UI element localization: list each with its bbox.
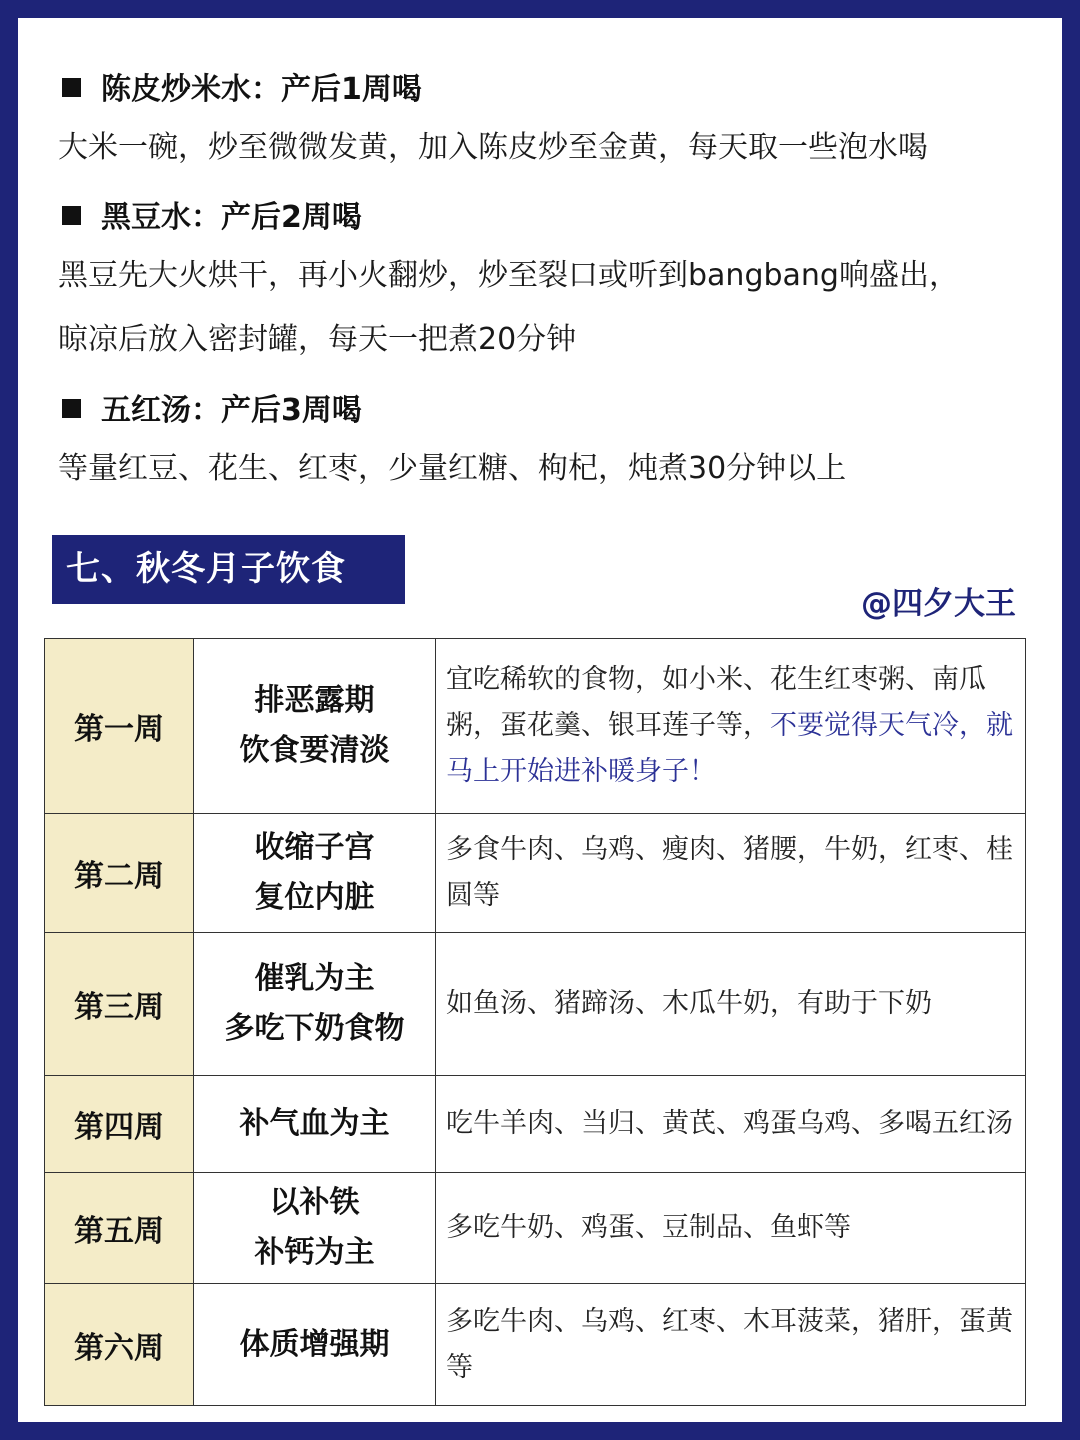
week-cell: 第四周 [45, 1076, 194, 1173]
recipe-line: 大米一碗，炒至微微发黄，加入陈皮炒至金黄，每天取一些泡水喝 [58, 130, 928, 165]
focus-cell [194, 639, 436, 814]
recipe-title-text: 黑豆水：产后2周喝 [101, 200, 362, 235]
recipe-line: 晾凉后放入密封罐，每天一把煮20分钟 [58, 322, 577, 357]
square-bullet-icon [62, 78, 81, 97]
recipe-title-text: 陈皮炒米水：产后1周喝 [101, 72, 422, 107]
week-cell: 第二周 [45, 814, 194, 933]
recipe-title-text: 五红汤：产后3周喝 [101, 393, 362, 428]
recipe-line: 等量红豆、花生、红枣，少量红糖、枸杞，炖煮30分钟以上 [58, 451, 847, 486]
focus-cell [194, 933, 436, 1076]
focus-line: 催乳为主 [254, 961, 375, 996]
focus-line: 收缩子宫 [254, 830, 375, 865]
focus-cell [194, 1076, 436, 1173]
desc-cell: 多吃牛肉、乌鸡、红枣、木耳菠菜，猪肝，蛋黄等 [436, 1284, 1026, 1406]
focus-line: 多吃下奶食物 [224, 1011, 405, 1046]
recipe-desc-2 [58, 244, 1048, 372]
table-row [45, 933, 1026, 1076]
focus-line: 体质增强期 [239, 1326, 390, 1362]
table-row [45, 814, 1026, 933]
recipe-title-1 [62, 64, 422, 108]
square-bullet-icon [62, 206, 81, 225]
table-row [45, 1076, 1026, 1173]
diet-table [44, 638, 1026, 1406]
focus-line: 排恶露期 [254, 683, 375, 718]
week-cell: 第三周 [45, 933, 194, 1076]
recipe-desc-3 [58, 437, 1048, 501]
recipe-title-3 [62, 385, 362, 429]
desc-text: 宜吃稀软的食物，如小米、花生红枣粥、南瓜粥，蛋花羹、银耳莲子等， [446, 664, 986, 741]
focus-line: 饮食要清淡 [239, 733, 390, 768]
desc-cell: 多吃牛奶、鸡蛋、豆制品、鱼虾等 [436, 1173, 1026, 1284]
focus-line: 以补铁 [269, 1185, 360, 1220]
author-handle: @四夕大王 [861, 586, 1016, 622]
table-row [45, 639, 1026, 814]
table-row [45, 1284, 1026, 1406]
recipe-desc-1 [58, 116, 1048, 180]
focus-line: 复位内脏 [254, 880, 375, 915]
desc-cell: 多食牛肉、乌鸡、瘦肉、猪腰，牛奶，红枣、桂圆等 [436, 814, 1026, 933]
section-header: 七、秋冬月子饮食 [52, 535, 405, 604]
square-bullet-icon [62, 399, 81, 418]
desc-highlight: 不要觉得天气冷，就马上开始进补暖身子！ [446, 710, 1013, 787]
week-cell: 第一周 [45, 639, 194, 814]
recipe-line: 黑豆先大火烘干，再小火翻炒，炒至裂口或听到bangbang响盛出， [58, 258, 959, 293]
desc-cell: 吃牛羊肉、当归、黄芪、鸡蛋乌鸡、多喝五红汤 [436, 1076, 1026, 1173]
table-row [45, 1173, 1026, 1284]
focus-cell [194, 814, 436, 933]
focus-cell [194, 1284, 436, 1406]
focus-line: 补钙为主 [254, 1235, 375, 1270]
focus-line: 补气血为主 [239, 1106, 390, 1141]
desc-cell: 如鱼汤、猪蹄汤、木瓜牛奶，有助于下奶 [436, 933, 1026, 1076]
week-cell: 第六周 [45, 1284, 194, 1406]
document-page [18, 18, 1062, 1422]
recipe-title-2 [62, 192, 362, 236]
desc-cell [436, 639, 1026, 814]
week-cell: 第五周 [45, 1173, 194, 1284]
focus-cell [194, 1173, 436, 1284]
